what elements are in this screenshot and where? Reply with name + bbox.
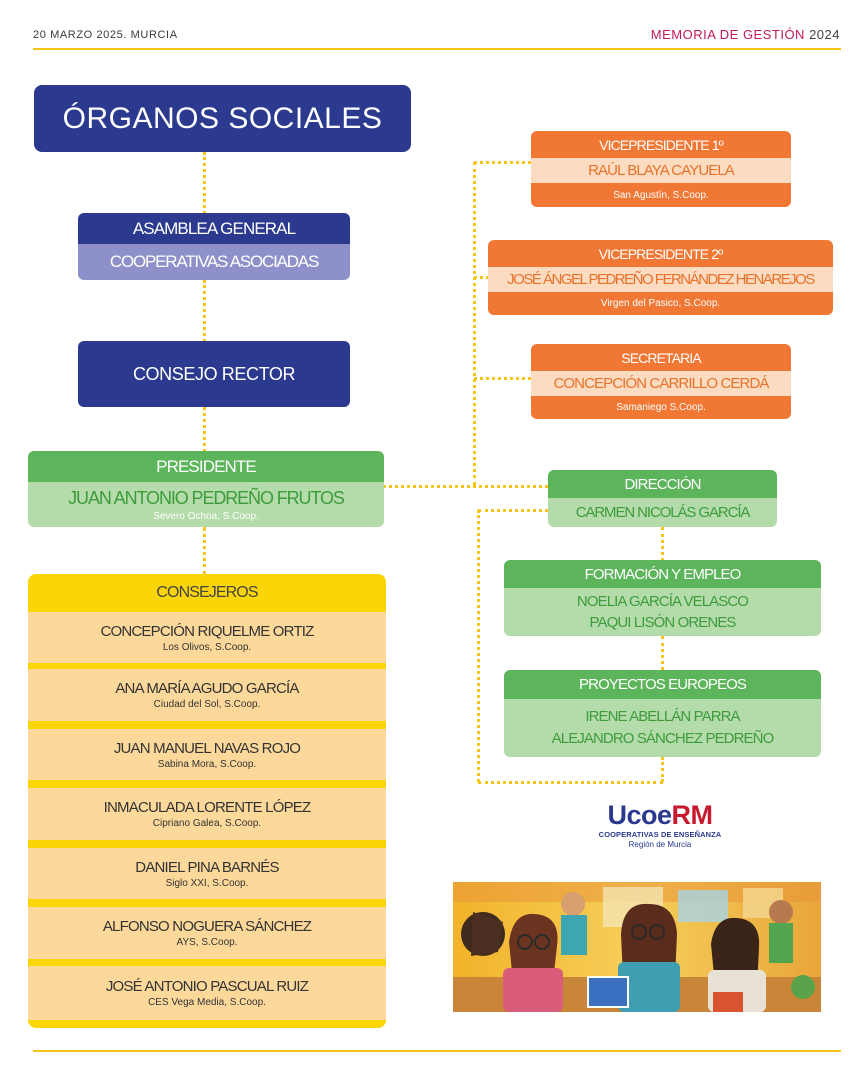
proyectos-name-1: IRENE ABELLÁN PARRA: [585, 708, 740, 725]
students-illustration: [453, 882, 821, 1012]
asamblea-subtitle: COOPERATIVAS ASOCIADAS: [78, 244, 350, 280]
vice2-name: JOSÉ ÁNGEL PEDREÑO FERNÁNDEZ HENAREJOS: [488, 267, 833, 292]
connector: [661, 636, 664, 670]
consejo-rector-title: CONSEJO RECTOR: [132, 363, 296, 384]
page-title: ÓRGANOS SOCIALES: [62, 101, 383, 135]
consejero-org: Sabina Mora, S.Coop.: [157, 758, 257, 770]
connector: [661, 757, 664, 782]
header-rule: [33, 48, 841, 50]
formacion-title: FORMACIÓN Y EMPLEO: [504, 560, 821, 588]
connector: [661, 527, 664, 561]
vice1-org: San Agustín, S.Coop.: [531, 183, 791, 207]
secretaria-name: CONCEPCIÓN CARRILLO CERDÁ: [531, 371, 791, 396]
direccion-box: [548, 470, 777, 527]
vicepresidente-1-box: [531, 131, 791, 207]
vice1-title: VICEPRESIDENTE 1º: [531, 131, 791, 158]
consejero-name: INMACULADA LORENTE LÓPEZ: [103, 799, 311, 816]
ucoerm-logo: [560, 800, 760, 849]
connector: [474, 276, 489, 279]
asamblea-general-box: [78, 213, 350, 280]
connector: [203, 280, 206, 342]
consejero-name: JOSÉ ANTONIO PASCUAL RUIZ: [105, 978, 309, 995]
consejero-item: [28, 612, 386, 663]
logo-region: Región de Murcia: [628, 840, 692, 849]
formacion-name-1: NOELIA GARCÍA VELASCO: [576, 593, 749, 610]
vice1-name: RAÚL BLAYA CAYUELA: [531, 158, 791, 183]
consejero-item: [28, 729, 386, 780]
presidente-name: JUAN ANTONIO PEDREÑO FRUTOS: [68, 487, 344, 508]
consejo-rector-box: [78, 341, 350, 407]
header-report-year: 2024: [809, 27, 840, 42]
secretaria-org: Samaniego S.Coop.: [531, 396, 791, 419]
formacion-body: [504, 588, 821, 636]
consejero-name: CONCEPCIÓN RIQUELME ORTIZ: [100, 622, 314, 640]
connector: [203, 527, 206, 575]
vicepresidente-2-box: [488, 240, 833, 315]
consejero-org: AYS, S.Coop.: [176, 937, 238, 948]
connector: [478, 781, 663, 784]
consejero-name: JUAN MANUEL NAVAS ROJO: [113, 739, 301, 757]
formacion-empleo-box: [504, 560, 821, 636]
connector: [474, 161, 531, 164]
consejero-org: Cipriano Galea, S.Coop.: [152, 818, 262, 829]
header-report-title: [651, 27, 840, 42]
connector: [383, 485, 548, 488]
consejero-item: [28, 669, 386, 721]
logo-brand-rm: RM: [671, 800, 713, 830]
connector: [477, 510, 480, 782]
connector: [474, 377, 531, 380]
consejero-name: ALFONSO NOGUERA SÁNCHEZ: [102, 918, 312, 935]
header-date: 20 MARZO 2025. MURCIA: [33, 29, 178, 41]
proyectos-title: PROYECTOS EUROPEOS: [504, 670, 821, 699]
proyectos-body: [504, 699, 821, 757]
consejero-org: Ciudad del Sol, S.Coop.: [153, 699, 261, 710]
connector: [473, 162, 476, 485]
direccion-name: CARMEN NICOLÁS GARCÍA: [548, 498, 777, 527]
presidente-box: [28, 451, 384, 527]
page-title-box: [34, 85, 411, 152]
presidente-title: PRESIDENTE: [28, 451, 384, 482]
header-report-name: MEMORIA DE GESTIÓN: [650, 27, 805, 42]
consejero-item: [28, 848, 386, 899]
consejero-name: DANIEL PINA BARNÉS: [135, 858, 279, 876]
consejero-org: Siglo XXI, S.Coop.: [165, 877, 249, 889]
presidente-org: Severo Ochoa, S.Coop.: [153, 510, 259, 522]
logo-subtitle: COOPERATIVAS DE ENSEÑANZA: [598, 830, 722, 839]
consejeros-title: CONSEJEROS: [156, 584, 258, 601]
vice2-org: Virgen del Pasico, S.Coop.: [488, 292, 833, 315]
connector: [478, 509, 548, 512]
asamblea-title: ASAMBLEA GENERAL: [78, 213, 350, 244]
proyectos-europeos-box: [504, 670, 821, 757]
connector: [203, 152, 206, 214]
direccion-title: DIRECCIÓN: [548, 470, 777, 498]
footer-rule: [33, 1050, 841, 1052]
consejero-item: [28, 907, 386, 959]
consejeros-panel: [28, 574, 386, 1028]
consejero-org: Los Olivos, S.Coop.: [162, 641, 252, 653]
consejero-org: CES Vega Media, S.Coop.: [148, 997, 266, 1008]
connector: [203, 407, 206, 452]
logo-brand-ucoe: Ucoe: [607, 800, 672, 830]
proyectos-name-2: ALEJANDRO SÁNCHEZ PEDREÑO: [551, 730, 774, 747]
consejero-name: ANA MARÍA AGUDO GARCÍA: [115, 680, 299, 697]
presidente-body: [28, 482, 384, 527]
secretaria-box: [531, 344, 791, 419]
consejero-item: [28, 966, 386, 1020]
consejero-item: [28, 788, 386, 840]
formacion-name-2: PAQUI LISÓN ORENES: [589, 614, 736, 631]
vice2-title: VICEPRESIDENTE 2º: [488, 240, 833, 267]
secretaria-title: SECRETARIA: [531, 344, 791, 371]
